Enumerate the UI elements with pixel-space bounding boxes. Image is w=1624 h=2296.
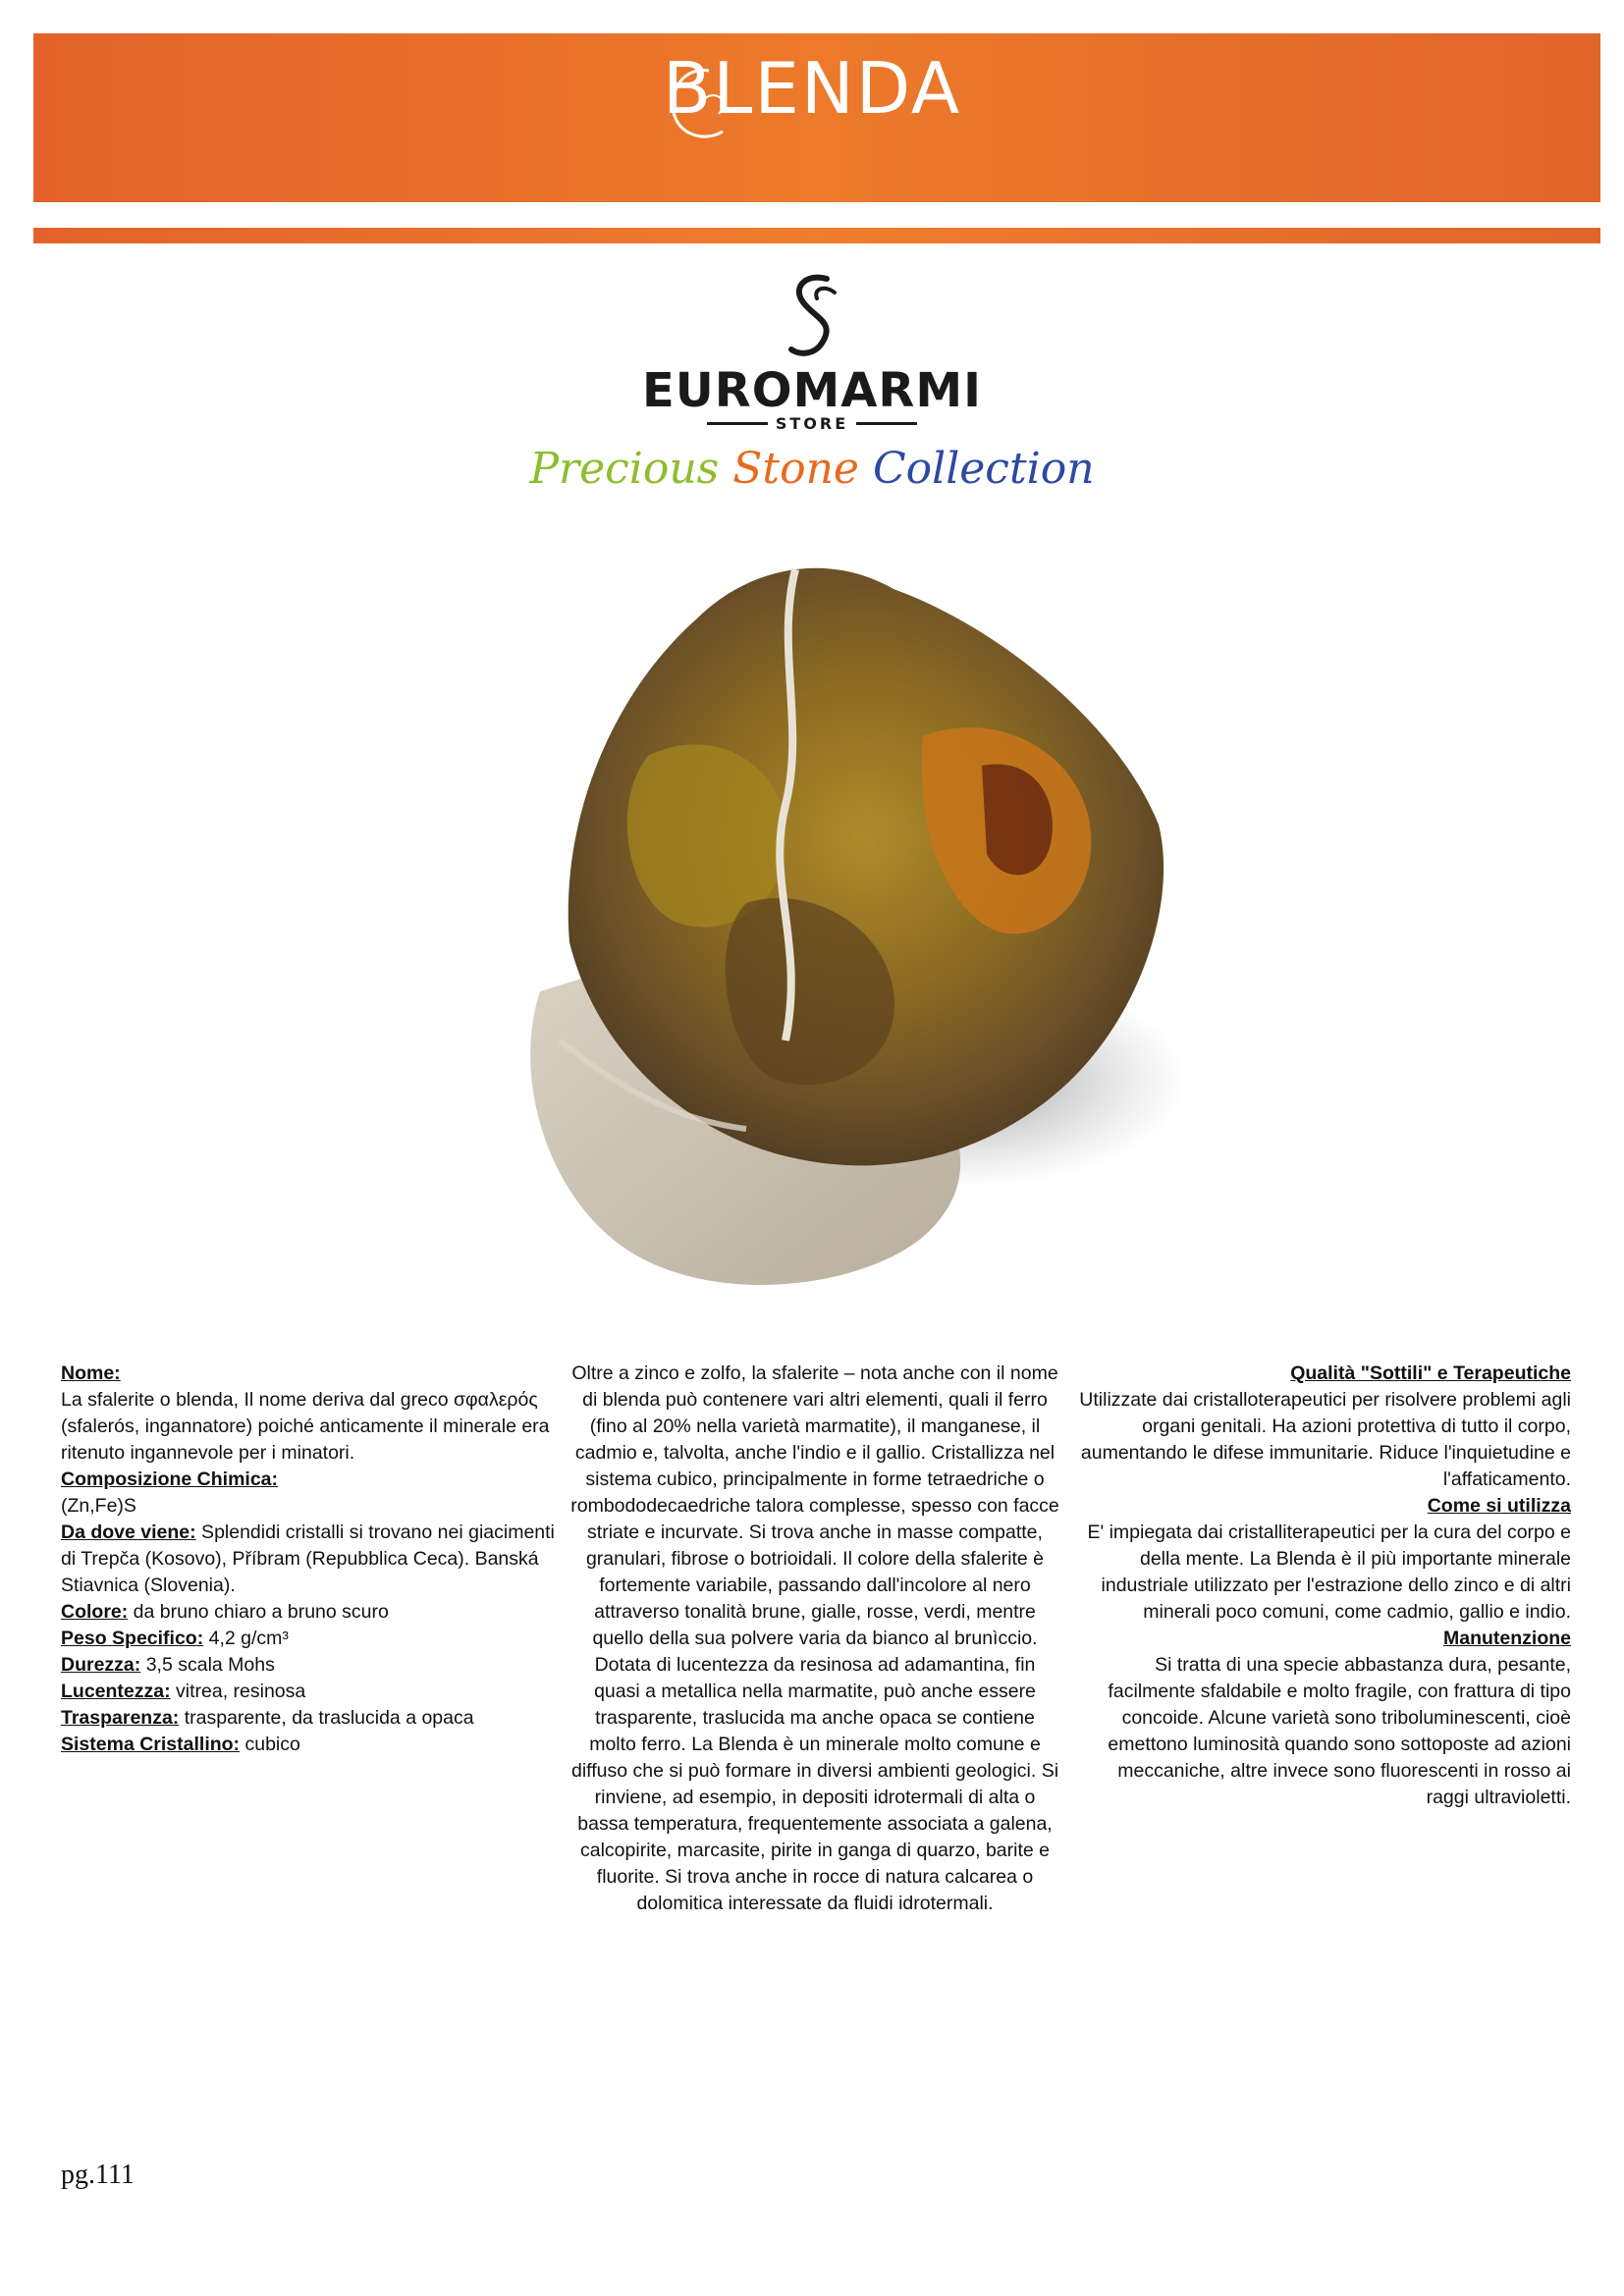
brand-store: STORE xyxy=(775,414,849,433)
collection-word-stone: Stone xyxy=(732,444,859,494)
nome-text: La sfalerite o blenda, Il nome deriva dal greco σφαλερός (sfalerós, ingannatore) poiché anticamente il minerale era ritenuto ingannevole per i minatori. xyxy=(61,1389,550,1464)
trasparenza-label: Trasparenza: xyxy=(61,1707,180,1729)
peso-value: 4,2 g/cm³ xyxy=(203,1628,289,1649)
qualita-heading: Qualità "Sottili" e Terapeutiche xyxy=(1290,1362,1571,1384)
uses-column xyxy=(1074,1361,1571,1811)
utilizzo-text: E' impiegata dai cristalliterapeutici per la cura del corpo e della mente. La Blenda è il più importante minerale industriale utilizzato per l'estrazione dello zinco e di altri minerali poco comuni, come cadmio, gallio e indio. xyxy=(1087,1522,1571,1623)
provenienza-label: Da dove viene: xyxy=(61,1522,196,1543)
manutenzione-text: Si tratta di una specie abbastanza dura, pesante, facilmente sfaldabile e molto fragile, con frattura di tipo concoide. Alcune varietà sono triboluminescenti, cioè emettono luminosità quando sono sottoposte ad azioni meccaniche, altre invece sono fluorescenti in rosso ai raggi ultravioletti. xyxy=(1108,1654,1571,1808)
lucentezza-label: Lucentezza: xyxy=(61,1681,171,1702)
properties-column xyxy=(61,1361,558,1758)
page-number: pg.111 xyxy=(61,2160,135,2190)
qualita-text: Utilizzate dai cristalloterapeutici per risolvere problemi agli organi genitali. Ha azioni protettiva di tutto il corpo, aumentando le difese immunitarie. Riduce l'inquietudine e l'affaticamento. xyxy=(1079,1389,1571,1490)
durezza-label: Durezza: xyxy=(61,1654,141,1676)
trasparenza-value: trasparente, da traslucida a opaca xyxy=(179,1707,474,1729)
provenienza-value: Splendidi cristalli si trovano nei giacimenti di Trepča (Kosovo), Příbram (Repubblica Ceca). Banská Stiavnica (Slovenia). xyxy=(61,1522,555,1596)
brand-logo xyxy=(0,271,1624,433)
colore-value: da bruno chiaro a bruno scuro xyxy=(128,1601,389,1623)
lucentezza-value: vitrea, resinosa xyxy=(170,1681,306,1702)
description-column xyxy=(569,1361,1060,1917)
mineral-stone-image xyxy=(452,530,1237,1315)
manutenzione-heading: Manutenzione xyxy=(1443,1628,1571,1649)
page-title: BLENDA xyxy=(662,47,962,130)
composizione-label: Composizione Chimica: xyxy=(61,1468,279,1490)
collection-word-precious: Precious xyxy=(529,444,720,494)
nome-label: Nome: xyxy=(61,1362,121,1384)
utilizzo-heading: Come si utilizza xyxy=(1427,1495,1571,1517)
sistema-value: cubico xyxy=(240,1734,300,1755)
s-monogram-icon xyxy=(778,271,846,369)
header-rule xyxy=(33,228,1600,243)
sistema-label: Sistema Cristallino: xyxy=(61,1734,241,1755)
brand-store-row xyxy=(0,414,1624,433)
description-text: Oltre a zinco e zolfo, la sfalerite – nota anche con il nome di blenda può contenere vari altri elementi, quali il ferro (fino al 20% nella varietà marmatite), il manganese, il cadmio e, talvolta, anche l'indio e il gallio. Cristallizza nel sistema cubico, principalmente in forme tetraedriche o rombododecaedriche talora complesse, spesso con facce striate e incurvate. Si trova anche in masse compatte, granulari, fibrose o botrioidali. Il colore della sfalerite è fortemente variabile, passando dall'incolore al nero attraverso tonalità brune, gialle, rosse, verdi, mentre quello della sua polvere varia da bianco al brunìccio. Dotata di lucentezza da resinosa ad adamantina, fin quasi a metallica nella marmatite, può anche essere trasparente, traslucida ma anche opaca se contiene molto ferro. La Blenda è un minerale molto comune e diffuso che si può formare in diversi ambienti geologici. Si rinviene, ad esempio, in depositi idrotermali di alta o bassa temperatura, frequentemente associata a galena, calcopirite, marcasite, pirite in ganga di quarzo, barite e fluorite. Si trova anche in rocce di natura calcarea o dolomitica interessate da fluidi idrotermali. xyxy=(570,1362,1059,1914)
durezza-value: 3,5 scala Mohs xyxy=(140,1654,275,1676)
collection-title xyxy=(0,444,1624,494)
collection-word-collection: Collection xyxy=(872,444,1095,494)
composizione-value: (Zn,Fe)S xyxy=(61,1495,136,1517)
brand-name: EUROMARMI xyxy=(641,363,983,418)
colore-label: Colore: xyxy=(61,1601,129,1623)
peso-label: Peso Specifico: xyxy=(61,1628,204,1649)
store-divider-left xyxy=(707,422,768,425)
store-divider-right xyxy=(856,422,917,425)
